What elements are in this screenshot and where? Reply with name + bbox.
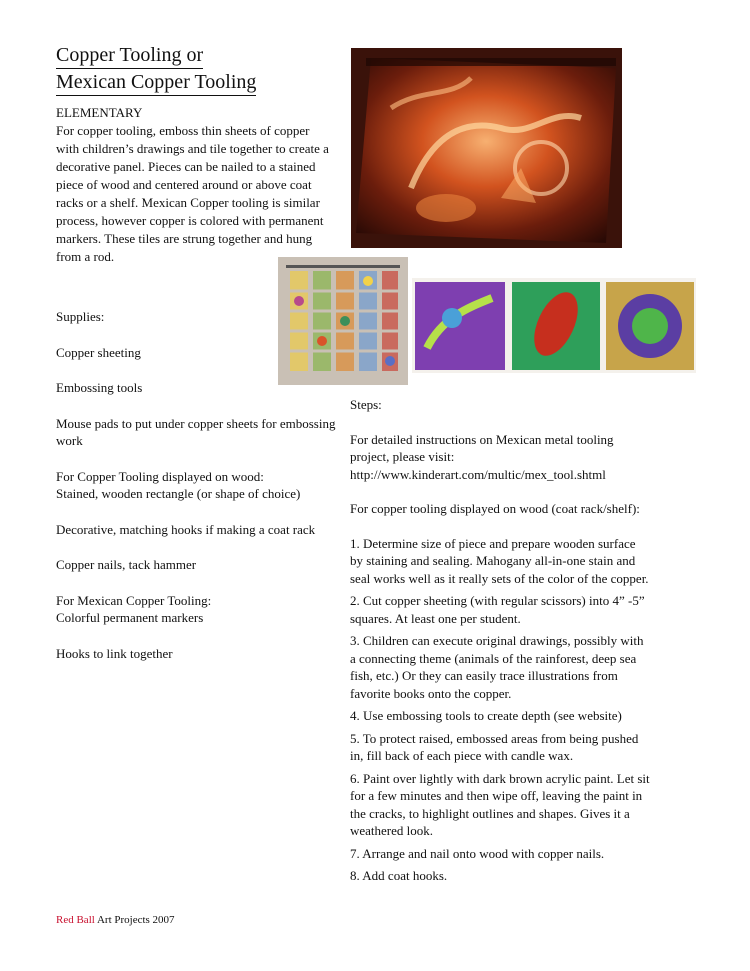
footer-text: Art Projects 2007 (94, 914, 175, 926)
steps-section (350, 396, 650, 890)
step-item: 8. Add coat hooks. (350, 868, 448, 883)
title-line-1: Copper Tooling or (56, 42, 203, 69)
supply-subheading: For Mexican Copper Tooling: (56, 592, 212, 608)
supplies-section (56, 308, 341, 680)
supply-subheading: For Copper Tooling displayed on wood: (56, 468, 264, 484)
colored-tiles-photo (412, 278, 696, 373)
step-item: 2. Cut copper sheeting (with regular scissors) into 4” -5” squares. At least one per student. (350, 593, 645, 626)
step-item: 7. Arrange and nail onto wood with copper nails. (350, 845, 605, 861)
supply-item: Stained, wooden rectangle (or shape of choice) (56, 486, 301, 501)
steps-subheading: For copper tooling displayed on wood (coat rack/shelf): (350, 501, 640, 516)
footer (56, 914, 175, 926)
supply-item: Copper sheeting (56, 344, 141, 360)
title-line-2: Mexican Copper Tooling (56, 69, 256, 96)
supply-item: Embossing tools (56, 380, 143, 395)
step-item: 5. To protect raised, embossed areas from being pushed in, fill back of each piece with candle wax. (350, 730, 639, 763)
supply-item: Copper nails, tack hammer (56, 557, 197, 572)
copper-panel-photo (351, 48, 622, 248)
step-item: 1. Determine size of piece and prepare wooden surface by staining and sealing. Mahogany all-in-one stain and seal works well as it really sets of the color of the copper. (350, 535, 649, 586)
level-label: ELEMENTARY (56, 105, 143, 120)
footer-brand: Red Ball (56, 914, 95, 926)
intro-section (56, 104, 334, 266)
step-item: 4. Use embossing tools to create depth (see website) (350, 708, 622, 723)
intro-text: For copper tooling, emboss thin sheets of copper with children’s drawings and tile together to create a decorative panel. Pieces can be nailed to a stained piece of wood and centered around or above coat racks or a shelf. Mexican Copper tooling is similar process, however copper is colored with permanent markers. These tiles are strung together and hung from a rod. (56, 123, 329, 264)
supply-item: Decorative, matching hooks if making a coat rack (56, 521, 316, 537)
step-item: 3. Children can execute original drawings, possibly with a connecting theme (animals of the rainforest, deep sea fish, etc.) Or they can easily trace illustrations from favorite books onto the copper. (350, 633, 644, 701)
supply-item: Hooks to link together (56, 645, 173, 661)
supply-item: Colorful permanent markers (56, 610, 204, 625)
supplies-heading: Supplies: (56, 309, 105, 324)
step-item: 6. Paint over lightly with dark brown acrylic paint. Let sit for a few minutes and then wipe off, leaving the paint in the cracks, to highlight outlines and shapes. Gives it a weathered look. (350, 770, 650, 838)
instructions-link[interactable]: http://www.kinderart.com/multic/mex_tool.shtml (350, 466, 606, 482)
page-title (56, 42, 256, 96)
supply-item: Mouse pads to put under copper sheets for embossing work (56, 415, 336, 448)
steps-heading: Steps: (350, 397, 382, 412)
steps-intro-text: For detailed instructions on Mexican metal tooling project, please visit: (350, 431, 614, 464)
